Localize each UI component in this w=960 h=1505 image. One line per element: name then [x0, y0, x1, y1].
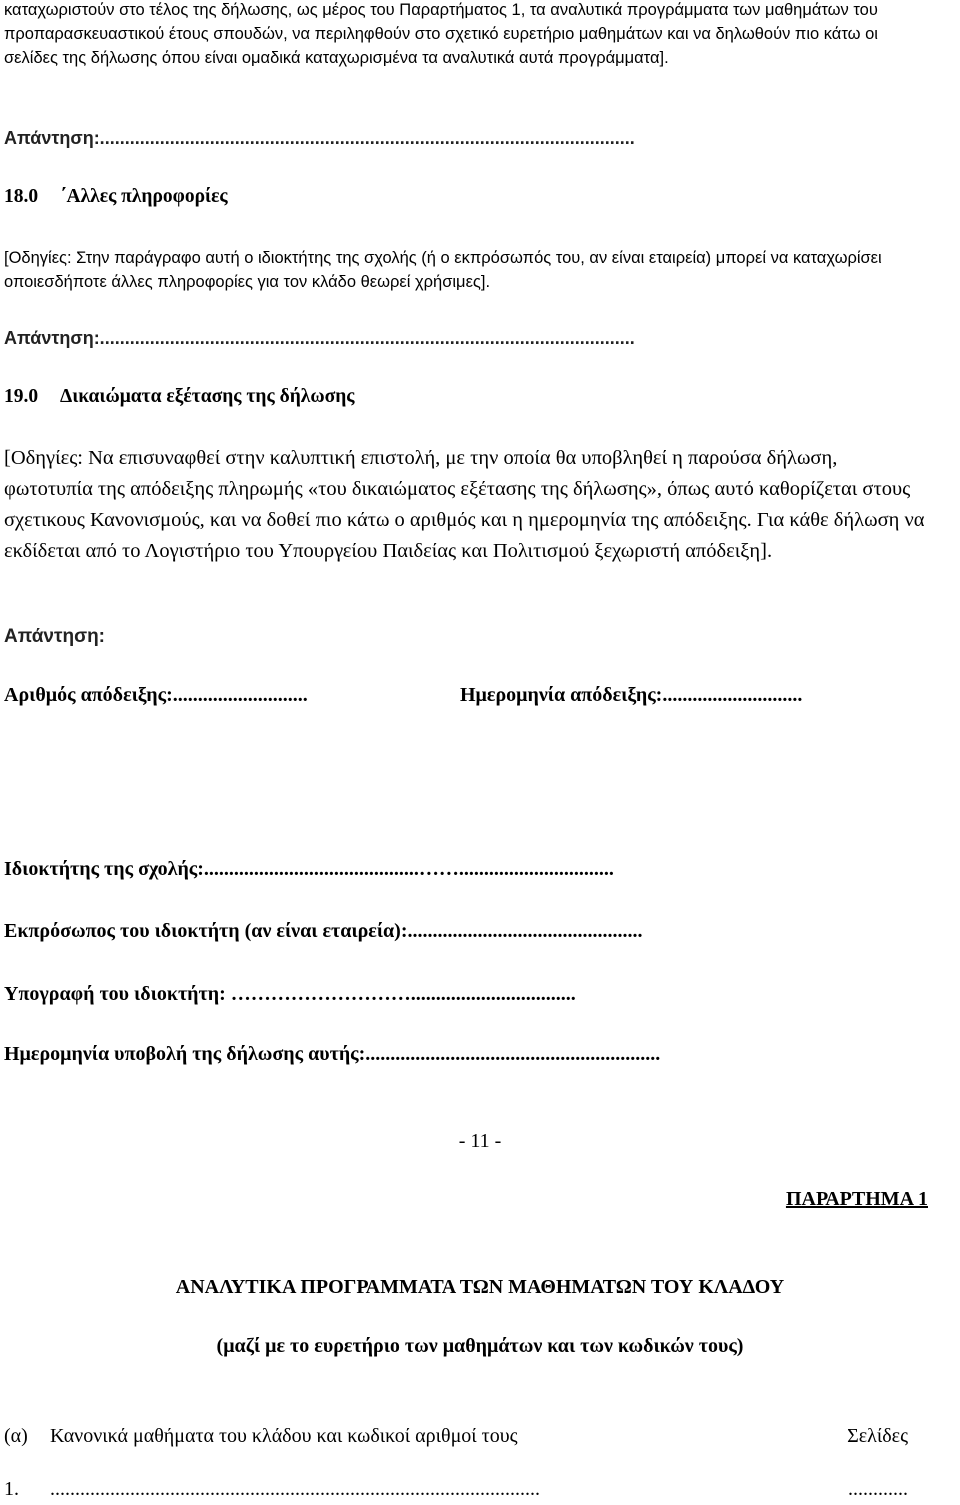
section-19-title: Δικαιώματα εξέτασης της δήλωσης: [60, 386, 355, 407]
table-header-description: Κανονικά μαθήματα του κλάδου και κωδικοί αριθμοί τους: [50, 1425, 518, 1447]
receipt-date-field: Ημερομηνία απόδειξης:............................: [460, 684, 803, 706]
section-19-number: 19.0: [4, 386, 39, 407]
appendix-label: ΠΑΡΑΡΤΗΜΑ 1: [785, 1188, 928, 1210]
answer-line-18: Απάντηση:...........................................................................................................: [4, 328, 635, 348]
answer-line-17: Απάντηση:...........................................................................................................: [4, 128, 635, 148]
page-number: - 11 -: [458, 1130, 502, 1152]
appendix-title: ΑΝΑΛΥΤΙΚΑ ΠΡΟΓΡΑΜΜΑΤΑ ΤΩΝ ΜΑΘΗΜΑΤΩΝ ΤΟΥ ΚΛΑΔΟΥ: [175, 1276, 785, 1298]
row-description-dots: ..................................................................................................: [50, 1478, 540, 1500]
section-18-number: 18.0: [4, 186, 39, 207]
intro-paragraph: καταχωριστούν στο τέλος της δήλωσης, ως μέρος του Παραρτήματος 1, τα αναλυτικά προγράμματα των μαθημάτων του προπαρασκευαστικού έτους σπουδών, να περιληφθούν στο σχετικό ευρετήριο μαθημάτων και να δηλωθούν πιο κάτω οι σελίδες της δήλωσης όπου είναι ομαδικά καταχωρισμένα τα αναλυτικά αυτά προγράμματα].: [4, 1, 878, 67]
owner-field: Ιδιοκτήτης της σχολής:...........................................……...............................: [4, 858, 614, 880]
section-19-instructions: [Οδηγίες: Να επισυναφθεί στην καλυπτική επιστολή, με την οποία θα υποβληθεί η παρούσα δήλωση, φωτοτυπία της απόδειξης πληρωμής «του δικαιώματος εξέτασης της δήλωσης», όπως αυτό καθορίζεται στους σχετικους Κανονισμούς, και να δοθεί πιο κάτω ο αριθμός και η ημερομηνία της απόδειξης. Για κάθε δήλωση να εκδίδεται από το Λογιστήριο του Υπουργείου Παιδείας και Πολιτισμού ξεχωριστή απόδειξη].: [4, 447, 925, 562]
table-header-pages: Σελίδες: [847, 1425, 908, 1447]
receipt-number-field: Αριθμός απόδειξης:...........................: [4, 684, 308, 706]
answer-line-19: Απάντηση:: [4, 626, 106, 647]
table-row: [4, 1478, 930, 1501]
section-19-heading: [4, 386, 930, 408]
section-18-title: ΄Αλλες πληροφορίες: [60, 186, 228, 207]
table-header-label: (α): [4, 1425, 28, 1447]
submission-date-field: Ημερομηνία υποβολή της δήλωσης αυτής:...........................................................: [4, 1043, 661, 1065]
table-header-row: [4, 1425, 930, 1448]
section-18-instructions: [Οδηγίες: Στην παράγραφο αυτή ο ιδιοκτήτης της σχολής (ή ο εκπρόσωπός του, αν είναι εταιρεία) μπορεί να καταχωρίσει οποιεσδήποτε άλλες πληροφορίες για τον κλάδο θεωρεί χρήσιμες].: [4, 249, 882, 291]
signature-field: Υπογραφή του ιδιοκτήτη: ……………………….................................: [4, 983, 576, 1005]
row-index: 1.: [4, 1478, 19, 1500]
section-18-heading: [4, 186, 930, 208]
appendix-subtitle: (μαζί με το ευρετήριο των μαθημάτων και των κωδικών τους): [216, 1335, 744, 1357]
row-pages-dots: ............: [848, 1478, 908, 1500]
representative-field: Εκπρόσωπος του ιδιοκτήτη (αν είναι εταιρεία):...............................................: [4, 920, 643, 942]
